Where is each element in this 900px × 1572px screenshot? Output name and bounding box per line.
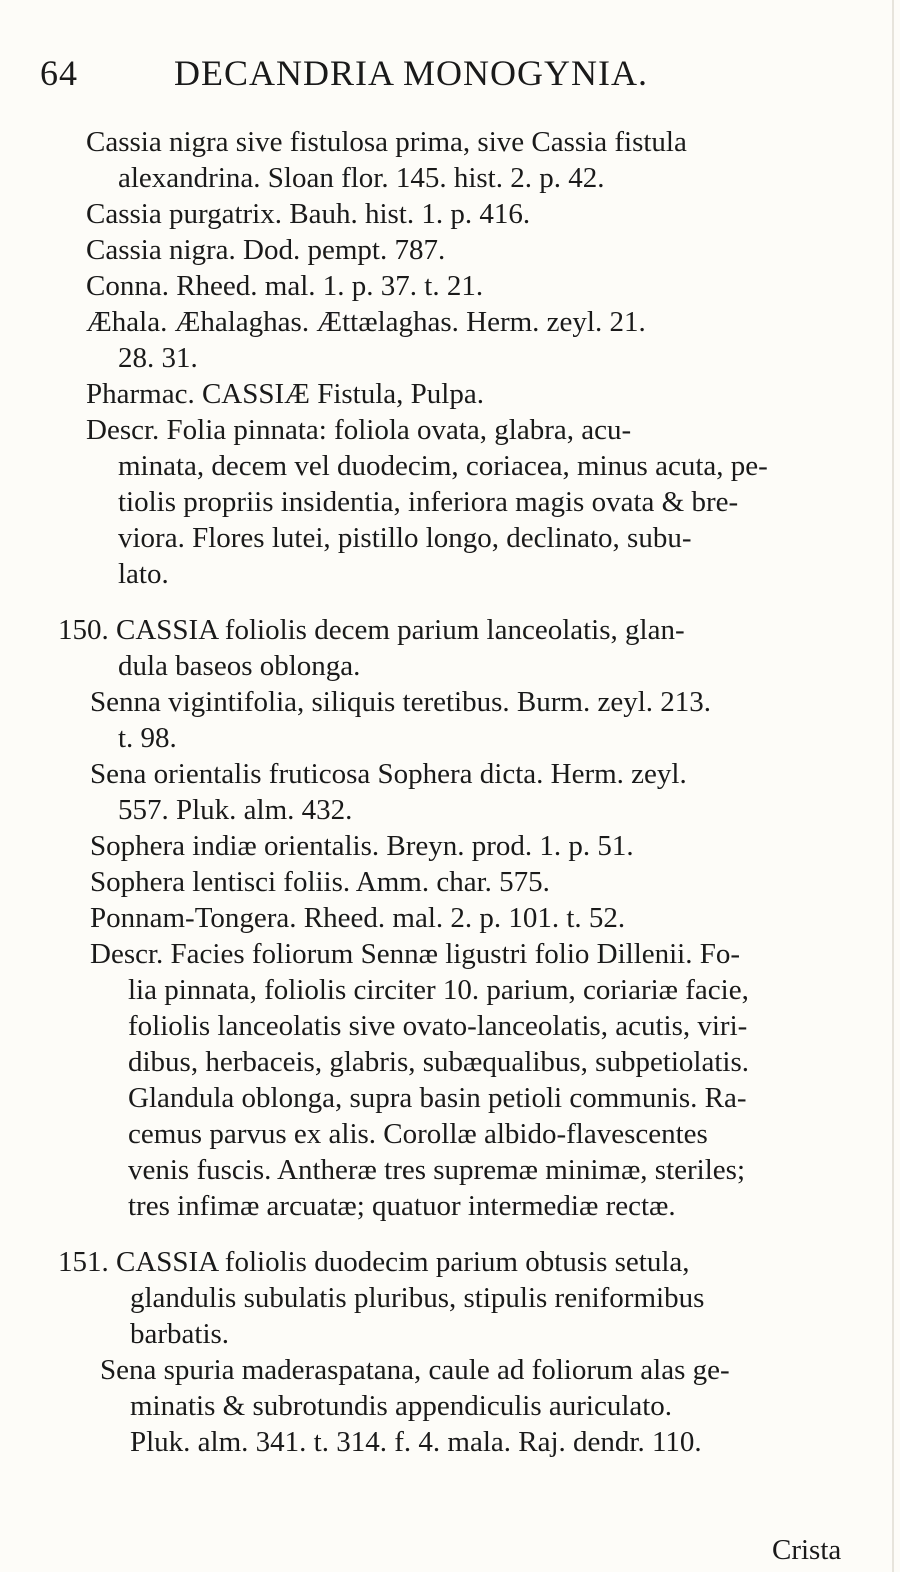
- text-line: tres infimæ arcuatæ; quatuor intermediæ rectæ.: [128, 1190, 676, 1222]
- page-edge: [892, 0, 894, 1572]
- text-line: tiolis propriis insidentia, inferiora magis ovata & bre-: [118, 486, 739, 518]
- text-line: barbatis.: [130, 1318, 230, 1350]
- text-line: minatis & subrotundis appendiculis auriculato.: [130, 1390, 673, 1422]
- catchword: Crista: [772, 1534, 842, 1566]
- species-heading-151: 151. CASSIA foliolis duodecim parium obtusis setula,: [58, 1246, 690, 1278]
- text-line: Æhala. Æhalaghas. Ættælaghas. Herm. zeyl. 21.: [86, 306, 646, 338]
- text-line: cemus parvus ex alis. Corollæ albido-flavescentes: [128, 1118, 708, 1150]
- text-line: Sophera indiæ orientalis. Breyn. prod. 1. p. 51.: [90, 830, 634, 862]
- text-line: Cassia nigra. Dod. pempt. 787.: [86, 234, 446, 266]
- text-line: lato.: [118, 558, 169, 590]
- running-head: DECANDRIA MONOGYNIA.: [174, 53, 648, 93]
- text-line: dibus, herbaceis, glabris, subæqualibus, subpetiolatis.: [128, 1046, 750, 1078]
- text-line: Cassia purgatrix. Bauh. hist. 1. p. 416.: [86, 198, 531, 230]
- text-line: Glandula oblonga, supra basin petioli communis. Ra-: [128, 1082, 747, 1114]
- text-line: Conna. Rheed. mal. 1. p. 37. t. 21.: [86, 270, 484, 302]
- text-line: venis fuscis. Antheræ tres supremæ minimæ, steriles;: [128, 1154, 746, 1186]
- text-line: Sophera lentisci foliis. Amm. char. 575.: [90, 866, 550, 898]
- text-line: Sena orientalis fruticosa Sophera dicta. Herm. zeyl.: [90, 758, 687, 790]
- text-line: Ponnam-Tongera. Rheed. mal. 2. p. 101. t. 52.: [90, 902, 626, 934]
- species-heading-150: 150. CASSIA foliolis decem parium lanceolatis, glan-: [58, 614, 685, 646]
- page-header: [40, 52, 860, 102]
- text-line: Sena spuria maderaspatana, caule ad foliorum alas ge-: [100, 1354, 730, 1386]
- text-line: Descr. Facies foliorum Sennæ ligustri folio Dillenii. Fo-: [90, 938, 741, 970]
- text-line: alexandrina. Sloan flor. 145. hist. 2. p. 42.: [118, 162, 605, 194]
- text-line: minata, decem vel duodecim, coriacea, minus acuta, pe-: [118, 450, 768, 482]
- text-line: Descr. Folia pinnata: foliola ovata, glabra, acu-: [86, 414, 632, 446]
- page-number: 64: [40, 53, 78, 93]
- text-line: lia pinnata, foliolis circiter 10. parium, coriariæ facie,: [128, 974, 749, 1006]
- text-line: t. 98.: [118, 722, 177, 754]
- text-line: glandulis subulatis pluribus, stipulis reniformibus: [130, 1282, 705, 1314]
- text-line: Pluk. alm. 341. t. 314. f. 4. mala. Raj. dendr. 110.: [130, 1426, 702, 1458]
- text-line: dula baseos oblonga.: [118, 650, 361, 682]
- text-line: Senna vigintifolia, siliquis teretibus. Burm. zeyl. 213.: [90, 686, 712, 718]
- text-line: 28. 31.: [118, 342, 198, 374]
- text-line: 557. Pluk. alm. 432.: [118, 794, 353, 826]
- text-line: viora. Flores lutei, pistillo longo, declinato, subu-: [118, 522, 692, 554]
- text-line: foliolis lanceolatis sive ovato-lanceolatis, acutis, viri-: [128, 1010, 748, 1042]
- text-line: Cassia nigra sive fistulosa prima, sive Cassia fistula: [86, 126, 687, 158]
- text-line: Pharmac. CASSIÆ Fistula, Pulpa.: [86, 378, 484, 410]
